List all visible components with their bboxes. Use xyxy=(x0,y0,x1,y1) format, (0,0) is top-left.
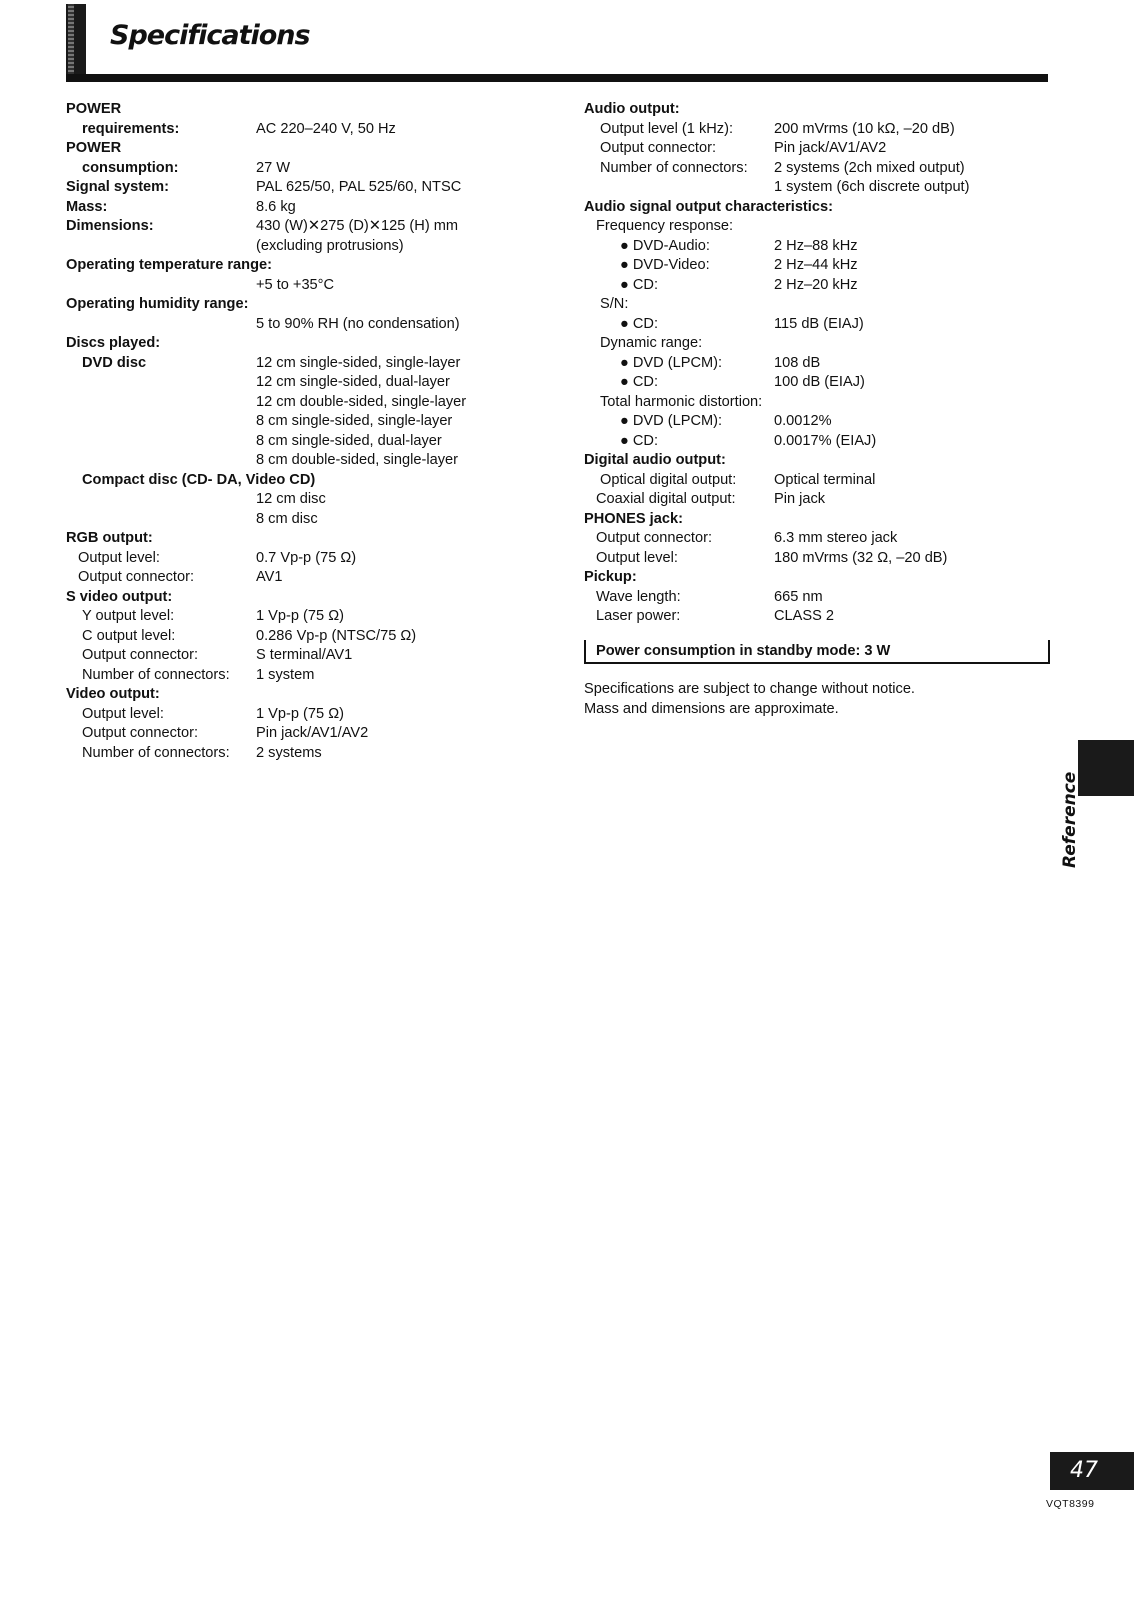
spec-row xyxy=(584,373,1054,393)
spec-row xyxy=(66,217,516,237)
spec-row xyxy=(66,549,516,569)
note-approximate: Mass and dimensions are approximate. xyxy=(584,701,839,717)
spec-label: Output connector: xyxy=(82,725,199,741)
spec-value: Pin jack xyxy=(774,491,826,507)
spec-label: Frequency response: xyxy=(596,218,734,234)
spec-value: 1 system xyxy=(256,666,315,683)
spec-row xyxy=(66,666,516,686)
spec-value: Pin jack/AV1/AV2 xyxy=(774,140,887,156)
spec-row xyxy=(66,568,516,588)
spec-label: Compact disc (CD- DA, Video CD) xyxy=(82,471,316,488)
spec-label: S video output: xyxy=(66,588,173,605)
spec-value: 5 to 90% RH (no condensation) xyxy=(256,315,460,332)
spec-label: Discs played: xyxy=(66,335,161,351)
spec-label: POWER xyxy=(66,140,122,156)
spec-row xyxy=(584,451,1054,471)
spec-value: 2 Hz–44 kHz xyxy=(774,257,858,273)
spec-row xyxy=(66,393,516,413)
spec-label: consumption: xyxy=(82,159,179,176)
spec-value: AC 220–240 V, 50 Hz xyxy=(256,120,396,137)
spec-value: 8 cm single-sided, dual-layer xyxy=(256,432,442,449)
spec-row xyxy=(66,588,516,608)
spec-label: Signal system: xyxy=(66,179,170,195)
spec-value: 115 dB (EIAJ) xyxy=(774,315,864,332)
spec-value: 2 systems (2ch mixed output) xyxy=(774,159,965,176)
spec-value: 100 dB (EIAJ) xyxy=(774,374,865,390)
spec-row xyxy=(66,412,516,432)
spec-row xyxy=(66,139,516,159)
spec-label: Pickup: xyxy=(584,569,637,585)
spec-label: Output level: xyxy=(82,705,164,722)
spec-label: Optical digital output: xyxy=(600,471,737,488)
spec-label: ● DVD-Audio: xyxy=(620,237,710,254)
spec-value: 665 nm xyxy=(774,588,823,605)
spec-value: 180 mVrms (32 Ω, –20 dB) xyxy=(774,549,948,566)
spec-value: 2 systems xyxy=(256,744,322,761)
spec-value: 8 cm single-sided, single-layer xyxy=(256,413,453,429)
note-change: Specifications are subject to change without notice. xyxy=(584,681,915,697)
spec-value: 0.0012% xyxy=(774,413,832,429)
side-tab-label: Reference xyxy=(1060,771,1080,868)
spec-label: requirements: xyxy=(82,120,180,137)
spec-value: 108 dB xyxy=(774,354,821,371)
spec-label: ● CD: xyxy=(620,374,659,390)
spec-row xyxy=(66,529,516,549)
spec-value: 2 Hz–88 kHz xyxy=(774,237,858,254)
spec-label: Output connector: xyxy=(596,530,713,546)
spec-row xyxy=(66,685,516,705)
spec-row xyxy=(584,588,1054,608)
spec-value: 12 cm disc xyxy=(256,491,326,507)
spec-row xyxy=(584,198,1054,218)
spec-row xyxy=(66,315,516,335)
spec-value: 200 mVrms (10 kΩ, –20 dB) xyxy=(774,120,955,137)
spec-row xyxy=(584,607,1054,627)
spec-label: ● CD: xyxy=(620,315,659,332)
spec-row xyxy=(66,705,516,725)
spec-row xyxy=(66,510,516,530)
spec-row xyxy=(584,256,1054,276)
spec-value: 0.286 Vp-p (NTSC/75 Ω) xyxy=(256,627,417,644)
spec-row xyxy=(584,490,1054,510)
spec-value: S terminal/AV1 xyxy=(256,647,353,663)
spec-label: Wave length: xyxy=(596,588,681,605)
spec-row xyxy=(584,549,1054,569)
spec-row xyxy=(584,178,1054,198)
spec-label: POWER xyxy=(66,101,122,117)
spec-row xyxy=(66,178,516,198)
spec-row xyxy=(584,354,1054,374)
spec-label: Mass: xyxy=(66,198,108,215)
spec-label: Operating humidity range: xyxy=(66,296,249,312)
spec-value: 8 cm disc xyxy=(256,510,318,527)
spec-label: Laser power: xyxy=(596,608,681,624)
title-marker xyxy=(66,4,86,80)
spec-label: ● DVD (LPCM): xyxy=(620,413,723,429)
spec-label: Operating temperature range: xyxy=(66,257,272,273)
spec-label: Output level: xyxy=(78,549,160,566)
spec-row xyxy=(66,100,516,120)
spec-row xyxy=(66,724,516,744)
spec-row xyxy=(66,276,516,296)
spec-label: ● DVD (LPCM): xyxy=(620,354,723,371)
title-rule xyxy=(66,74,1048,82)
page-title: Specifications xyxy=(110,20,310,51)
spec-label: Output connector: xyxy=(600,140,717,156)
spec-label: Total harmonic distortion: xyxy=(600,393,763,410)
spec-label: ● CD: xyxy=(620,276,659,293)
spec-row xyxy=(66,627,516,647)
spec-label: ● DVD-Video: xyxy=(620,257,710,273)
spec-row xyxy=(66,607,516,627)
spec-label: RGB output: xyxy=(66,530,153,546)
spec-label: Number of connectors: xyxy=(600,159,748,176)
spec-label: Audio output: xyxy=(584,101,680,117)
spec-row xyxy=(584,412,1054,432)
spec-row xyxy=(584,217,1054,237)
spec-row xyxy=(584,334,1054,354)
spec-row xyxy=(66,354,516,374)
spec-row xyxy=(66,471,516,491)
spec-row xyxy=(584,510,1054,530)
spec-label: S/N: xyxy=(600,296,629,312)
spec-row xyxy=(584,295,1054,315)
spec-value: 2 Hz–20 kHz xyxy=(774,276,858,293)
standby-power-box: Power consumption in standby mode: 3 W xyxy=(584,640,1050,664)
spec-row xyxy=(66,256,516,276)
spec-row xyxy=(584,432,1054,452)
specs-right-column xyxy=(584,100,1054,627)
spec-row xyxy=(66,646,516,666)
spec-label: Dimensions: xyxy=(66,218,154,234)
spec-label: ● CD: xyxy=(620,432,659,449)
spec-value: Optical terminal xyxy=(774,471,876,488)
spec-label: C output level: xyxy=(82,627,176,644)
spec-row xyxy=(584,315,1054,335)
spec-label: Number of connectors: xyxy=(82,666,230,683)
spec-row xyxy=(584,139,1054,159)
specs-left-column xyxy=(66,100,516,763)
spec-value: 0.0017% (EIAJ) xyxy=(774,432,877,449)
spec-value: 12 cm double-sided, single-layer xyxy=(256,393,467,410)
spec-value: 1 system (6ch discrete output) xyxy=(774,179,970,195)
spec-row xyxy=(584,393,1054,413)
spec-row xyxy=(66,451,516,471)
spec-label: Video output: xyxy=(66,686,160,702)
side-tab-block xyxy=(1078,740,1134,796)
spec-row xyxy=(66,120,516,140)
spec-value: 27 W xyxy=(256,159,291,176)
spec-value: AV1 xyxy=(256,569,283,585)
spec-row xyxy=(584,568,1054,588)
spec-value: (excluding protrusions) xyxy=(256,237,404,254)
spec-row xyxy=(584,120,1054,140)
spec-label: DVD disc xyxy=(82,354,147,371)
spec-row xyxy=(584,529,1054,549)
spec-value: +5 to +35°C xyxy=(256,276,335,293)
spec-value: PAL 625/50, PAL 525/60, NTSC xyxy=(256,179,462,195)
spec-label: Output connector: xyxy=(78,569,195,585)
spec-row xyxy=(584,276,1054,296)
spec-value: 1 Vp-p (75 Ω) xyxy=(256,608,344,624)
spec-row xyxy=(66,490,516,510)
spec-value: 12 cm single-sided, single-layer xyxy=(256,354,461,371)
spec-value: 1 Vp-p (75 Ω) xyxy=(256,705,344,722)
spec-value: 6.3 mm stereo jack xyxy=(774,530,898,546)
spec-row xyxy=(584,100,1054,120)
doc-code: VQT8399 xyxy=(1046,1498,1095,1510)
spec-row xyxy=(584,159,1054,179)
spec-value: 0.7 Vp-p (75 Ω) xyxy=(256,549,357,566)
spec-label: PHONES jack: xyxy=(584,510,683,527)
spec-label: Dynamic range: xyxy=(600,335,703,351)
spec-label: Number of connectors: xyxy=(82,744,230,761)
page-number: 47 xyxy=(1050,1452,1134,1490)
spec-value: 12 cm single-sided, dual-layer xyxy=(256,374,450,390)
spec-label: Output connector: xyxy=(82,647,199,663)
spec-value: CLASS 2 xyxy=(774,608,835,624)
spec-value: 8.6 kg xyxy=(256,198,296,215)
spec-label: Coaxial digital output: xyxy=(596,491,736,507)
spec-row xyxy=(66,237,516,257)
spec-row xyxy=(66,334,516,354)
spec-row xyxy=(584,471,1054,491)
spec-row xyxy=(66,744,516,764)
spec-row xyxy=(66,373,516,393)
spec-row xyxy=(584,237,1054,257)
spec-label: Output level (1 kHz): xyxy=(600,120,734,137)
spec-row xyxy=(66,159,516,179)
spec-row xyxy=(66,198,516,218)
spec-label: Audio signal output characteristics: xyxy=(584,198,833,215)
spec-row xyxy=(66,295,516,315)
spec-value: 430 (W)✕275 (D)✕125 (H) mm xyxy=(256,218,459,234)
spec-value: Pin jack/AV1/AV2 xyxy=(256,725,369,741)
spec-row xyxy=(66,432,516,452)
spec-label: Y output level: xyxy=(82,608,175,624)
spec-value: 8 cm double-sided, single-layer xyxy=(256,452,458,468)
spec-label: Output level: xyxy=(596,549,678,566)
spec-label: Digital audio output: xyxy=(584,452,726,468)
